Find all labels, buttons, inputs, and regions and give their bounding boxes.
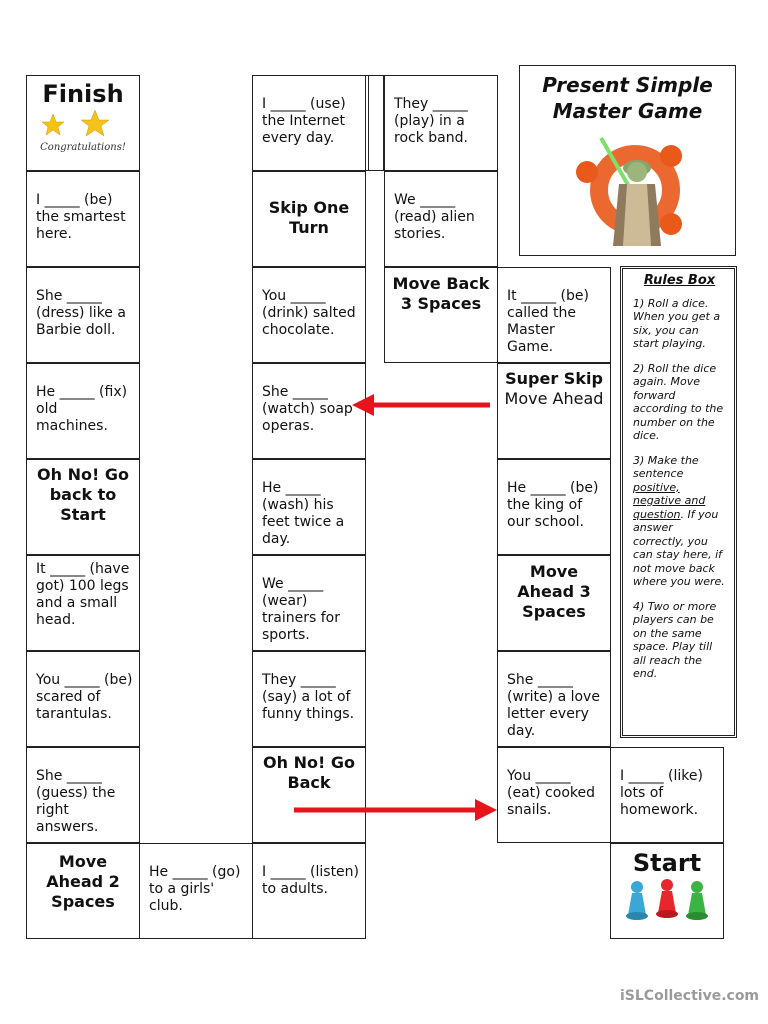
space-c7[interactable]: They _____ (say) a lot of funny things. [252, 651, 366, 747]
game-title-line2: Master Game [552, 99, 703, 123]
rule-3-negative: negative and [633, 494, 706, 507]
space-c9[interactable]: I _____ (listen) to adults. [252, 843, 366, 939]
rules-heading: Rules Box [643, 273, 716, 288]
space-d2[interactable]: We _____ (read) alien stories. [384, 171, 498, 267]
space-c5[interactable]: He _____ (wash) his feet twice a day. [252, 459, 366, 555]
space-e7[interactable]: She _____ (write) a love letter every day. [497, 651, 611, 747]
space-d1[interactable]: They _____ (play) in a rock band. [384, 75, 498, 171]
arrow-left-icon [352, 394, 490, 416]
watermark: iSLCollective.com [620, 988, 760, 1004]
space-a8[interactable]: She _____ (guess) the right answers. [26, 747, 140, 843]
space-move-ahead-3[interactable]: Move Ahead 3 Spaces [497, 555, 611, 651]
space-c6[interactable]: We _____ (wear) trainers for sports. [252, 555, 366, 651]
space-go-back-start[interactable]: Oh No! Go back to Start [26, 459, 140, 555]
space-a3[interactable]: She _____ (dress) like a Barbie doll. [26, 267, 140, 363]
rule-3-pre: 3) Make the sentence [633, 453, 699, 480]
rule-1: 1) Roll a dice. When you get a six, you can start playing. [633, 296, 721, 350]
space-c4[interactable]: She _____ (watch) soap operas. [252, 363, 366, 459]
space-e8[interactable]: You _____ (eat) cooked snails. [497, 747, 611, 843]
space-move-back-3[interactable]: Move Back 3 Spaces [384, 267, 498, 363]
rule-3-question: question [633, 507, 681, 521]
space-go-back[interactable]: Oh No! Go Back [252, 747, 366, 843]
super-skip-label: Super Skip [505, 369, 603, 388]
rule-3-positive: positive, [633, 480, 680, 494]
space-a4[interactable]: He _____ (fix) old machines. [26, 363, 140, 459]
rule-4: 4) Two or more players can be on the same space. Play till all reach the end. [633, 599, 717, 680]
arrow-right-icon [294, 799, 497, 821]
space-b9[interactable]: He _____ (go) to a girls' club. [139, 843, 253, 939]
super-skip-move-ahead: Move Ahead [504, 389, 604, 408]
space-a2[interactable]: I _____ (be) the smartest here. [26, 171, 140, 267]
space-e3[interactable]: It _____ (be) called the Master Game. [497, 267, 611, 363]
space-a6[interactable]: It _____ (have got) 100 legs and a small head. [26, 555, 140, 651]
rule-2: 2) Roll the dice again. Move forward according to the number on the dice. [633, 361, 724, 442]
start-label: Start [632, 849, 702, 877]
space-skip-one-turn[interactable]: Skip One Turn [252, 171, 366, 267]
congrats-text: Congratulations! [40, 142, 126, 153]
space-c3[interactable]: You _____ (drink) salted chocolate. [252, 267, 366, 363]
space-f8[interactable]: I _____ (like) lots of homework. [610, 747, 724, 843]
space-move-ahead-2[interactable]: Move Ahead 2 Spaces [26, 843, 140, 939]
space-a7[interactable]: You _____ (be) scared of tarantulas. [26, 651, 140, 747]
finish-label: Finish [42, 80, 124, 108]
rule-3-post: . If you answer correctly, you can stay here, if not move back where you were. [633, 507, 725, 588]
space-c1[interactable]: I _____ (use) the Internet every day. [252, 75, 366, 171]
space-e5[interactable]: He _____ (be) the king of our school. [497, 459, 611, 555]
game-title-line1: Present Simple [542, 73, 713, 97]
